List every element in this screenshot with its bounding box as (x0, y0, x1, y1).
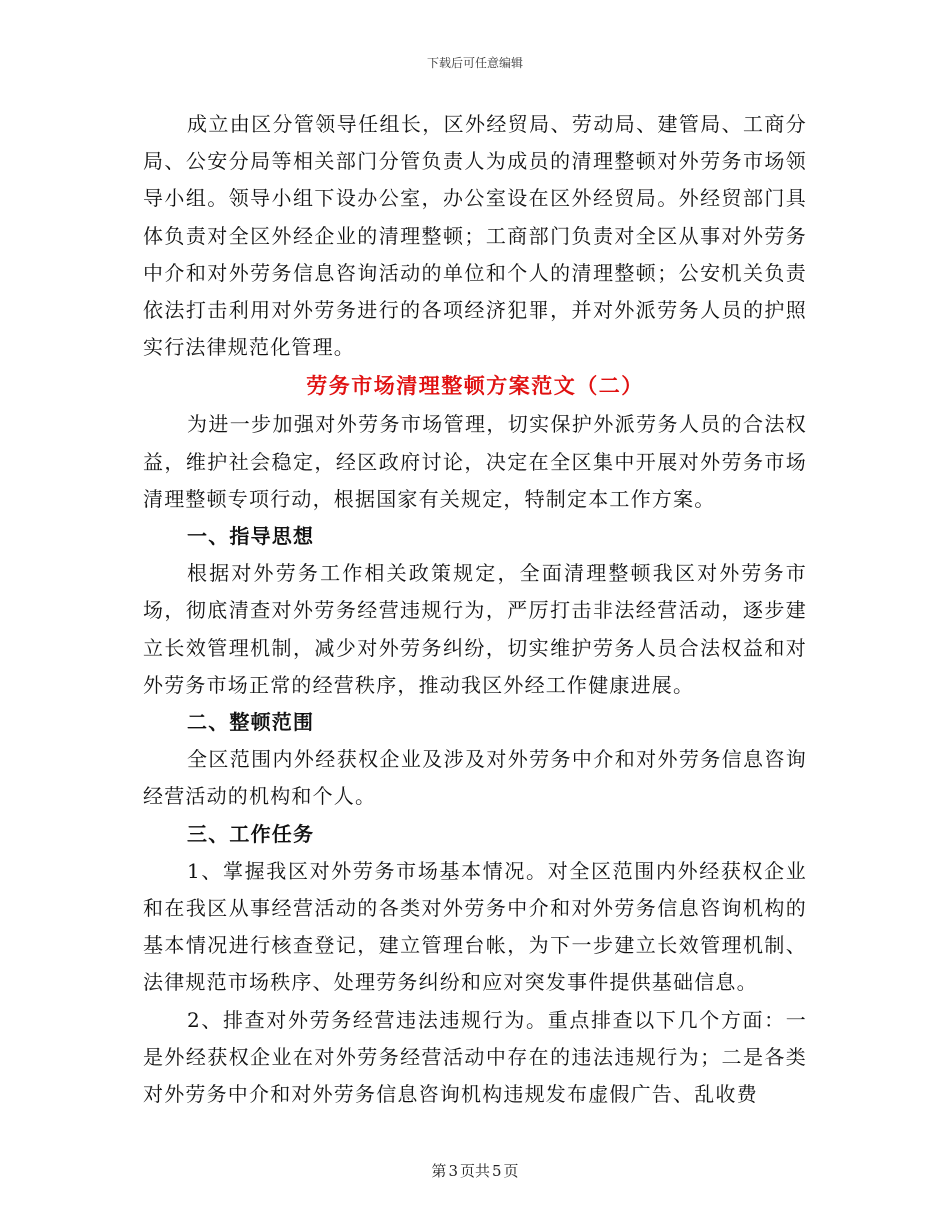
section-heading-tasks: 三、工作任务 (187, 821, 315, 846)
paragraph-leadership-group: 成立由区分管领导任组长，区外经贸局、劳动局、建管局、工商分局、公安分局等相关部门分管负责人为成员的清理整顿对外劳务市场领导小组。领导小组下设办公室，办公室设在区外经贸局。外经贸部门具体负责对全区外经企业的清理整顿；工商部门负责对全区从事对外劳务中介和对外劳务信息咨询活动的单位和个人的清理整顿；公安机关负责依法打击利用对外劳务进行的各项经济犯罪，并对外派劳务人员的护照实行法律规范化管理。 (143, 112, 807, 360)
paragraph-scope: 全区范围内外经获权企业及涉及对外劳务中介和对外劳务信息咨询经营活动的机构和个人。 (143, 747, 807, 809)
page-number-suffix: 页 (503, 1162, 519, 1180)
paragraph-task-1: 1、掌握我区对外劳务市场基本情况。对全区范围内外经获权企业和在我区从事经营活动的各类对外劳务中介和对外劳务信息咨询机构的基本情况进行核查登记，建立管理台帐，为下一步建立长效管理机制、法律规范市场秩序、处理劳务纠纷和应对突发事件提供基础信息。 (143, 858, 807, 995)
document-body (143, 106, 807, 1113)
paragraph-intro: 为进一步加强对外劳务市场管理，切实保护外派劳务人员的合法权益，维护社会稳定，经区政府讨论，决定在全区集中开展对外劳务市场清理整顿专项行动，根据国家有关规定，特制定本工作方案。 (143, 412, 807, 511)
paragraph-guiding-ideology: 根据对外劳务工作相关政策规定，全面清理整顿我区对外劳务市场，彻底清查对外劳务经营违规行为，严厉打击非法经营活动，逐步建立长效管理机制，减少对外劳务纠纷，切实维护劳务人员合法权益和对外劳务市场正常的经营秩序，推动我区外经工作健康进展。 (143, 561, 807, 697)
page-number-prefix: 第 (431, 1162, 447, 1180)
page-number-current: 3 (448, 1162, 458, 1180)
section-heading-guiding-ideology: 一、指导思想 (187, 524, 315, 549)
page-number-total: 5 (492, 1162, 502, 1180)
page-header-note: 下载后可任意编辑 (426, 56, 523, 70)
paragraph-task-2: 2、排查对外劳务经营违法违规行为。重点排查以下几个方面：一是外经获权企业在对外劳务经营活动中存在的违法违规行为；二是各类对外劳务中介和对外劳务信息咨询机构违规发布虚假广告、乱收费 (143, 1007, 807, 1107)
page-number-footer (0, 1160, 950, 1181)
section-heading-scope: 二、整顿范围 (187, 710, 315, 735)
document-title: 劳务市场清理整顿方案范文（二） (306, 373, 644, 399)
page-number-middle: 页共 (459, 1162, 490, 1180)
